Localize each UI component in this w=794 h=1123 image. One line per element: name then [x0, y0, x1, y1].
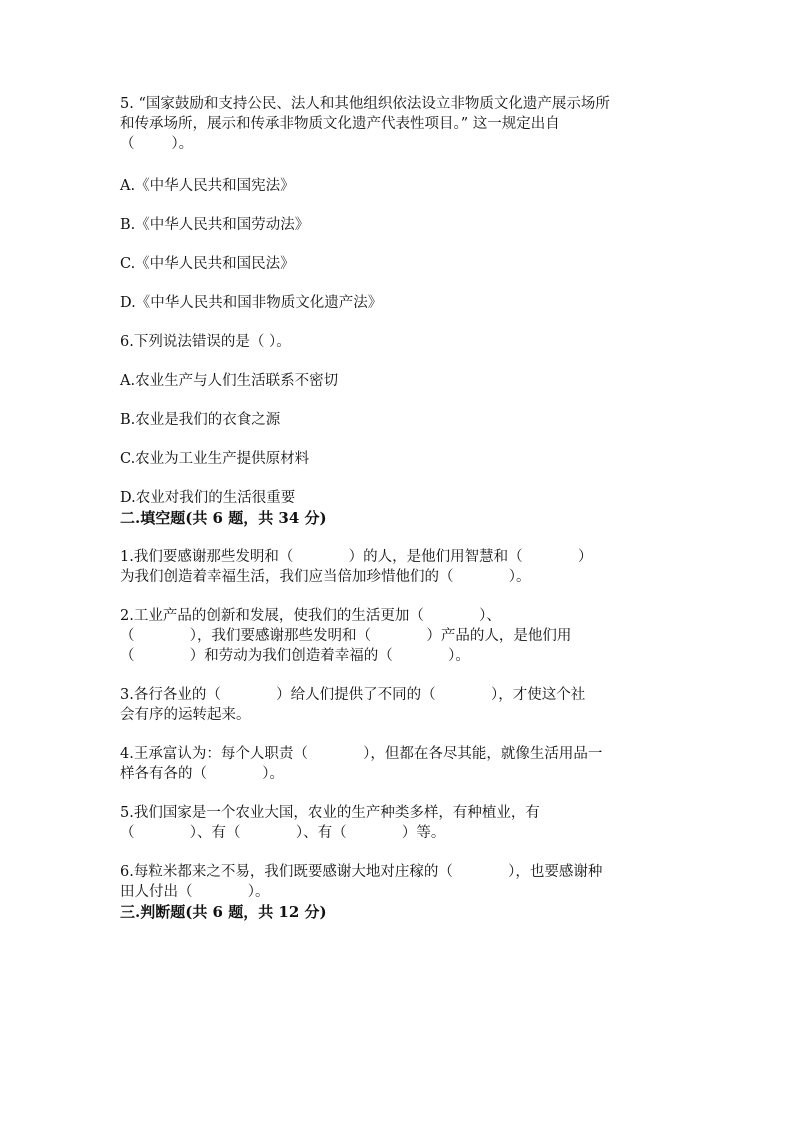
fill-item-5-line-1: 5.我们国家是一个农业大国，农业的生产种类多样，有种植业，有: [120, 805, 540, 821]
question-6-option-b: B.农业是我们的衣食之源: [120, 412, 281, 428]
fill-item-3: [120, 685, 680, 725]
question-6-option-a: A.农业生产与人们生活联系不密切: [120, 373, 339, 389]
fill-item-1: [120, 547, 680, 587]
question-5-option-a: A.《中华人民共和国宪法》: [120, 178, 295, 194]
exam-page: [120, 94, 680, 922]
fill-item-1-line-1: 1.我们要感谢那些发明和（ ）的人，是他们用智慧和（ ）: [120, 549, 593, 565]
fill-item-2-line-3: （ ）和劳动为我们创造着幸福的（ ）。: [120, 648, 470, 664]
fill-item-6: [120, 862, 680, 902]
question-5-option-b: B.《中华人民共和国劳动法》: [120, 217, 310, 233]
question-6-option-d: D.农业对我们的生活很重要: [120, 490, 296, 506]
question-5-stem: [120, 94, 680, 154]
section-3-title: 三.判断题(共 6 题，共 12 分): [120, 903, 327, 921]
fill-item-2: [120, 606, 680, 666]
fill-item-1-line-2: 为我们创造着幸福生活，我们应当倍加珍惜他们的（ ）。: [120, 569, 531, 585]
question-6-option-c: C.农业为工业生产提供原材料: [120, 451, 310, 467]
question-5-option-d: D.《中华人民共和国非物质文化遗产法》: [120, 295, 383, 311]
fill-item-6-line-1: 6.每粒米都来之不易，我们既要感谢大地对庄稼的（ ），也要感谢种: [120, 864, 603, 880]
question-6-stem: 6.下列说法错误的是（ ）。: [120, 334, 291, 350]
section-2-title: 二.填空题(共 6 题，共 34 分): [120, 509, 327, 527]
fill-item-2-line-1: 2.工业产品的创新和发展，使我们的生活更加（ ）、: [120, 608, 501, 624]
fill-item-4-line-2: 样各有各的（ ）。: [120, 766, 285, 782]
fill-item-3-line-2: 会有序的运转起来。: [120, 707, 251, 723]
fill-item-4-line-1: 4.王承富认为：每个人职责（ ），但都在各尽其能，就像生活用品一: [120, 746, 603, 762]
question-5-option-c: C.《中华人民共和国民法》: [120, 256, 295, 272]
fill-item-2-line-2: （ ），我们要感谢那些发明和（ ）产品的人，是他们用: [120, 628, 572, 644]
fill-item-5: [120, 803, 680, 843]
fill-item-5-line-2: （ ）、有（ ）、有（ ）等。: [120, 825, 446, 841]
question-5-line-1: 5. “国家鼓励和支持公民、法人和其他组织依法设立非物质文化遗产展示场所: [120, 96, 610, 112]
fill-item-3-line-1: 3.各行各业的（ ）给人们提供了不同的（ ），才使这个社: [120, 687, 586, 703]
question-5-line-3: （ ）。: [120, 136, 194, 152]
fill-item-6-line-2: 田人付出（ ）。: [120, 884, 270, 900]
question-5-line-2: 和传承场所，展示和传承非物质文化遗产代表性项目。” 这一规定出自: [120, 116, 560, 132]
fill-item-4: [120, 744, 680, 784]
